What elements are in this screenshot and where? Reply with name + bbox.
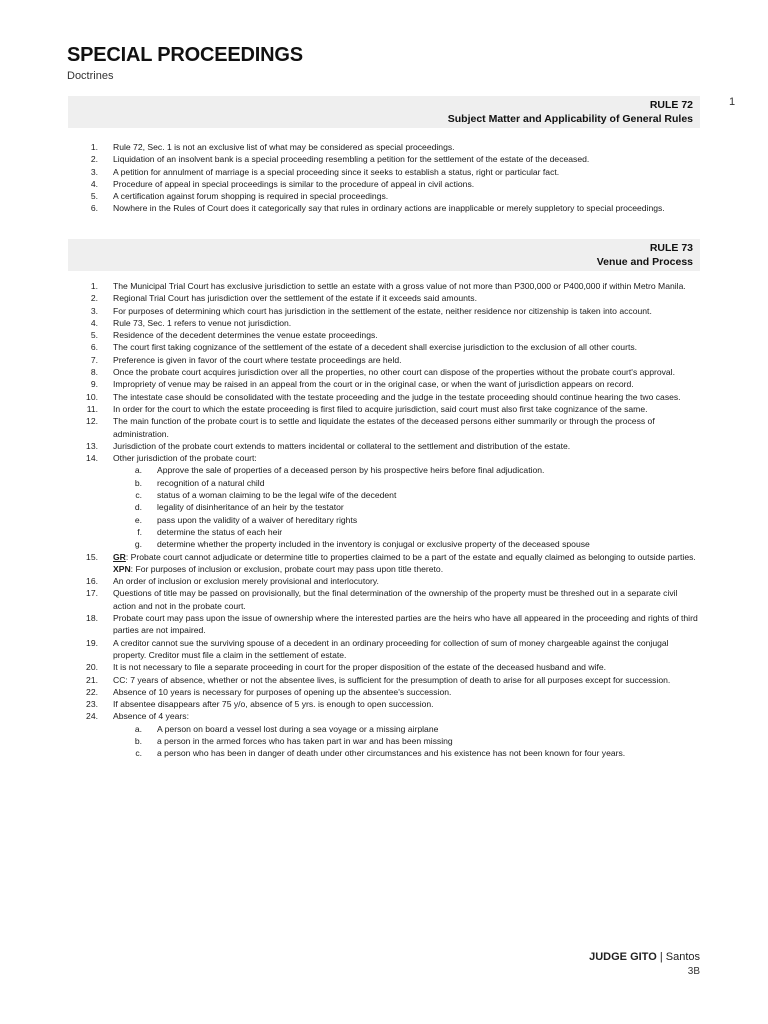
footer-author-surname: Santos xyxy=(665,951,700,963)
list-item xyxy=(68,317,700,329)
list-item xyxy=(68,190,700,202)
item-text: The main function of the probate court is to settle and liquidate the estates of the deceased persons either summarily or through the process of administration. xyxy=(113,416,655,439)
item-number: 1. xyxy=(90,281,98,291)
item-text: The Municipal Trial Court has exclusive jurisdiction to settle an estate with a gross value of not more than P300,000 or P400,000 if within Metro Manila. xyxy=(113,281,686,291)
sub-list-item xyxy=(68,747,700,759)
sub-list-item xyxy=(68,501,700,513)
item-number: 2. xyxy=(90,154,98,165)
rule-72-list xyxy=(68,141,700,215)
item-number: 1. xyxy=(90,142,98,152)
rule-73-list xyxy=(68,280,700,760)
rule-73-header xyxy=(68,239,700,271)
list-item xyxy=(68,403,700,415)
list-item xyxy=(68,153,700,165)
item-text: It is not necessary to file a separate proceeding in court for the proper disposition of the estate of the deceased husband and wife. xyxy=(113,662,607,673)
list-item xyxy=(68,391,700,403)
item-number: 12. xyxy=(86,416,98,427)
item-number: 4. xyxy=(90,317,98,328)
list-item xyxy=(68,612,700,637)
list-item xyxy=(68,354,700,366)
list-item xyxy=(68,661,700,673)
sub-list-item xyxy=(68,538,700,550)
list-item xyxy=(68,710,700,722)
item-number: b. xyxy=(134,477,142,488)
item-number: 9. xyxy=(90,379,98,390)
sub-list-item xyxy=(68,723,700,735)
item-text: a person in the armed forces who has taken part in war and has been missing xyxy=(157,735,453,746)
list-item xyxy=(68,686,700,698)
item-number: 18. xyxy=(86,613,98,624)
list-item xyxy=(68,178,700,190)
footer-separator: | xyxy=(656,951,666,963)
list-item xyxy=(68,698,700,710)
item-text: Regional Trial Court has jurisdiction over the settlement of the estate if it exceeds said amounts. xyxy=(113,293,477,304)
item-text: A petition for annulment of marriage is a special proceeding since it seeks to establish a status, right or particular fact. xyxy=(113,166,560,177)
footer-author xyxy=(589,951,700,963)
item-number: 24. xyxy=(86,711,98,722)
item-number: 2. xyxy=(90,293,98,304)
list-item xyxy=(68,378,700,390)
item-number: 6. xyxy=(90,342,98,353)
item-number: 10. xyxy=(86,391,98,402)
item-text: A person on board a vessel lost during a sea voyage or a missing airplane xyxy=(157,723,439,734)
item-number: 20. xyxy=(86,662,98,673)
item-text: pass upon the validity of a waiver of hereditary rights xyxy=(157,514,358,525)
item-number: e. xyxy=(134,514,142,525)
item-number: 4. xyxy=(90,178,98,189)
item-text: In order for the court to which the estate proceeding is first filed to acquire jurisdiction, said court must also first take cognizance of the same. xyxy=(113,403,648,414)
rule-73-number: RULE 73 xyxy=(649,242,693,254)
item-number: 5. xyxy=(90,330,98,341)
item-text: status of a woman claiming to be the legal wife of the decedent xyxy=(157,490,397,501)
xpn-text: : For purposes of inclusion or exclusion, probate court may pass upon title thereto. xyxy=(130,563,444,574)
item-number: 21. xyxy=(86,674,98,685)
page-number: 1 xyxy=(729,96,736,108)
item-text: Procedure of appeal in special proceedings is similar to the procedure of appeal in civil actions. xyxy=(113,178,475,189)
item-number: a. xyxy=(134,465,142,476)
item-text: a person who has been in danger of death under other circumstances and his existence has not been known for four years. xyxy=(157,748,626,759)
item-text: determine the status of each heir xyxy=(157,526,283,537)
list-item xyxy=(68,637,700,662)
item-text: Preference is given in favor of the court where testate proceedings are held. xyxy=(113,354,402,365)
item-text: Residence of the decedent determines the venue estate proceedings. xyxy=(113,330,378,341)
item-number: 3. xyxy=(90,166,98,177)
item-text: Nowhere in the Rules of Court does it categorically say that rules in ordinary actions are inapplicable or merely suppletory to special proceedings. xyxy=(113,203,665,214)
list-item xyxy=(68,292,700,304)
list-item xyxy=(68,305,700,317)
list-item xyxy=(68,141,700,153)
item-text: For purposes of determining which court has jurisdiction in the settlement of the estate, neither residence nor citizenship is taken into account. xyxy=(113,305,652,316)
item-number: c. xyxy=(135,748,142,759)
item-number: 3. xyxy=(90,305,98,316)
item-number: 11. xyxy=(86,403,98,414)
list-item xyxy=(68,366,700,378)
item-number: c. xyxy=(135,490,142,501)
list-item xyxy=(68,166,700,178)
rule-72-heading: Subject Matter and Applicability of General Rules xyxy=(447,113,693,125)
item-number: 17. xyxy=(86,588,98,599)
item-number: 13. xyxy=(86,440,98,451)
item-text: CC: 7 years of absence, whether or not the absentee lives, is sufficient for the presumption of death to arise for all purposes except for succession. xyxy=(113,674,671,685)
rule-72-number: RULE 72 xyxy=(649,99,693,111)
list-item xyxy=(68,575,700,587)
item-text: A creditor cannot sue the surviving spouse of a decedent in an ordinary proceeding for collection of sum of money chargeable against the conjugal property. Creditor must file a claim in the settlement of estate. xyxy=(113,637,669,660)
item-number: 22. xyxy=(86,686,98,697)
gr-text: : Probate court cannot adjudicate or determine title to properties claimed to be a part of the estate and equally claimed as belonging to outside parties. xyxy=(125,551,696,562)
item-text: Liquidation of an insolvent bank is a special proceeding resembling a petition for the settlement of the estate of the deceased. xyxy=(113,154,590,165)
item-text: Rule 72, Sec. 1 is not an exclusive list of what may be considered as special proceedings. xyxy=(113,142,455,152)
item-text: Absence of 4 years: xyxy=(113,711,189,722)
item-text: The court first taking cognizance of the settlement of the estate of a decedent shall exercise jurisdiction to the exclusion of all other courts. xyxy=(113,342,638,353)
list-item xyxy=(68,329,700,341)
item-number: 8. xyxy=(90,367,98,378)
sub-list-item xyxy=(68,464,700,476)
item-text: Absence of 10 years is necessary for purposes of opening up the absentee's succession. xyxy=(113,686,452,697)
item-text: Jurisdiction of the probate court extends to matters incidental or collateral to the settlement and distribution of the estate. xyxy=(113,440,571,451)
item-text: An order of inclusion or exclusion merely provisional and interlocutory. xyxy=(113,576,379,587)
sub-list-item xyxy=(68,489,700,501)
list-item xyxy=(68,280,700,292)
item-text: The intestate case should be consolidated with the testate proceeding and the judge in the testate proceeding should continue hearing the two cases. xyxy=(113,391,681,402)
item-number: 16. xyxy=(86,576,98,587)
item-number: 19. xyxy=(86,637,98,648)
item-number: 14. xyxy=(86,453,98,464)
item-text: Once the probate court acquires jurisdiction over all the properties, no other court can dispose of the properties without the probate court's approval. xyxy=(113,367,675,378)
item-number: d. xyxy=(134,502,142,513)
footer-section: 3B xyxy=(687,966,700,977)
page-subtitle: Doctrines xyxy=(67,70,114,82)
rule-73-heading: Venue and Process xyxy=(596,256,693,268)
list-item xyxy=(68,551,700,576)
list-item xyxy=(68,202,700,214)
sub-list-item xyxy=(68,514,700,526)
item-number: 15. xyxy=(86,551,98,562)
item-number: 6. xyxy=(90,203,98,214)
xpn-label: XPN xyxy=(113,563,131,574)
list-item xyxy=(68,415,700,440)
sub-list-item xyxy=(68,735,700,747)
page-title: SPECIAL PROCEEDINGS xyxy=(67,44,303,66)
item-text: Probate court may pass upon the issue of ownership where the interested parties are the heirs who have all appeared in the proceeding and rights of third parties are not impaired. xyxy=(113,613,698,636)
list-item xyxy=(68,440,700,452)
item-text: Other jurisdiction of the probate court: xyxy=(113,453,257,464)
item-text: Impropriety of venue may be raised in an appeal from the court or in the original case, or when the want of jurisdiction appears on record. xyxy=(113,379,634,390)
item-number: b. xyxy=(134,735,142,746)
rule-72-header xyxy=(68,96,700,128)
item-text: Questions of title may be passed on provisionally, but the final determination of the ownership of the property must be threshed out in a separate civil action and not in the probate court. xyxy=(113,588,678,611)
item-text: A certification against forum shopping is required in special proceedings. xyxy=(113,191,389,202)
item-text: determine whether the property included in the inventory is conjugal or exclusive property of the deceased spouse xyxy=(157,539,590,550)
item-number: 5. xyxy=(90,191,98,202)
item-number: g. xyxy=(134,539,142,550)
item-text: Approve the sale of properties of a deceased person by his prospective heirs before final adjudication. xyxy=(157,465,545,476)
item-text: legality of disinheritance of an heir by the testator xyxy=(157,502,344,513)
item-number: 23. xyxy=(86,699,98,710)
sub-list-item xyxy=(68,477,700,489)
footer-author-name: JUDGE GITO xyxy=(589,951,657,963)
item-number: 7. xyxy=(90,354,98,365)
item-text: If absentee disappears after 75 y/o, absence of 5 yrs. is enough to open succession. xyxy=(113,699,434,710)
item-number: a. xyxy=(134,723,142,734)
gr-label: GR xyxy=(113,551,126,562)
sub-list-item xyxy=(68,526,700,538)
item-text: recognition of a natural child xyxy=(157,477,265,488)
list-item xyxy=(68,587,700,612)
list-item xyxy=(68,674,700,686)
list-item xyxy=(68,341,700,353)
item-number: f. xyxy=(137,526,142,537)
item-text: Rule 73, Sec. 1 refers to venue not jurisdiction. xyxy=(113,317,292,328)
list-item xyxy=(68,452,700,464)
